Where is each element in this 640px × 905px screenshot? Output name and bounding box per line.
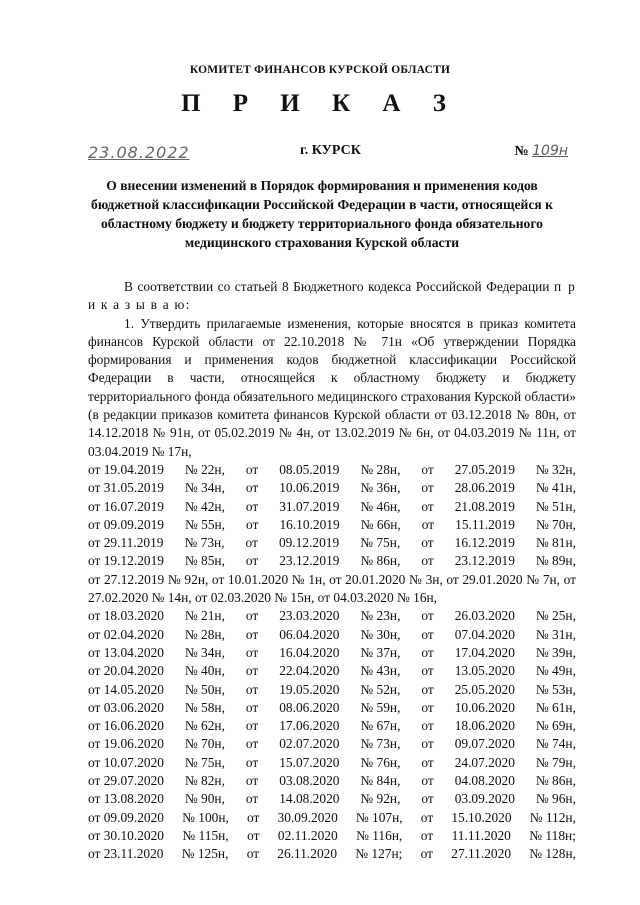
order-cell: № 34н, — [184, 480, 225, 496]
order-cell: от — [421, 498, 434, 514]
order-cell: 26.11.2020 — [277, 846, 338, 862]
order-cell: № 86н, — [360, 553, 401, 569]
order-cell: 02.11.2020 — [277, 827, 338, 843]
order-cell: от — [245, 699, 259, 715]
order-cell: от — [421, 608, 434, 624]
handwritten-date: 23.08.2022 — [88, 143, 190, 162]
order-cell: № 127н; — [355, 846, 403, 862]
order-cell: № 40н, — [184, 663, 225, 679]
orders-list-1 — [88, 461, 576, 571]
order-cell: 04.08.2020 — [454, 773, 515, 789]
orders-mid-text: от 27.12.2019 № 92н, от 10.01.2020 № 1н, от 20.01.2020 № 3н, от 29.01.2020 № 7н, от 27.02.2020 № 14н, от 02.03.2020 № 15н, от 04.03.2020 № 16н, — [88, 571, 576, 606]
order-cell: от — [245, 608, 259, 624]
order-cell: № 49н, — [535, 663, 576, 679]
order-cell: № 116н, — [356, 827, 403, 843]
order-row — [88, 809, 576, 827]
order-cell: 02.07.2020 — [279, 736, 340, 752]
order-cell: № 37н, — [360, 644, 401, 660]
order-cell: № 89н, — [535, 553, 576, 569]
order-cell: № 125н, — [181, 846, 229, 862]
order-cell: № 96н, — [535, 791, 576, 807]
order-cell: от — [245, 663, 259, 679]
order-row — [88, 461, 576, 479]
order-cell: № 84н, — [360, 773, 401, 789]
orders-list-2 — [88, 607, 576, 863]
order-cell: № 69н, — [535, 718, 576, 734]
order-cell: № 74н, — [535, 736, 576, 752]
order-cell: от 16.07.2019 — [88, 498, 164, 514]
order-cell: от — [245, 498, 259, 514]
order-row — [88, 662, 576, 680]
order-cell: от 18.03.2020 — [88, 608, 164, 624]
order-cell: № 90н, — [184, 791, 225, 807]
order-cell: от — [421, 736, 434, 752]
order-cell: 27.05.2019 — [454, 461, 515, 477]
order-cell: от — [245, 644, 259, 660]
order-cell: № 73н, — [184, 535, 225, 551]
order-cell: от — [421, 663, 434, 679]
order-cell: от — [420, 809, 434, 825]
order-row — [88, 717, 576, 735]
order-cell: № 70н, — [535, 516, 576, 532]
order-cell: 10.06.2019 — [279, 480, 340, 496]
order-cell: № 50н, — [184, 681, 225, 697]
order-cell: № 36н, — [360, 480, 401, 496]
order-cell: 17.06.2020 — [279, 718, 340, 734]
order-cell: от — [245, 773, 259, 789]
order-cell: 18.06.2020 — [454, 718, 515, 734]
order-cell: 30.09.2020 — [277, 809, 338, 825]
order-cell: № 128н, — [529, 846, 576, 862]
order-cell: № 51н, — [535, 498, 576, 514]
order-cell: 08.06.2020 — [279, 699, 340, 715]
order-cell: № 118н; — [529, 827, 576, 843]
order-cell: № 62н, — [184, 718, 225, 734]
order-cell: от — [421, 718, 434, 734]
order-cell: 09.07.2020 — [454, 736, 515, 752]
order-cell: № 46н, — [360, 498, 401, 514]
order-cell: № 34н, — [184, 644, 225, 660]
order-cell: № 32н, — [535, 461, 576, 477]
document-meta — [88, 143, 568, 167]
document-number — [515, 143, 568, 160]
order-cell: 16.10.2019 — [279, 516, 340, 532]
order-cell: 23.12.2019 — [279, 553, 340, 569]
order-cell: № 61н, — [535, 699, 576, 715]
order-row — [88, 644, 576, 662]
order-row — [88, 534, 576, 552]
order-cell: 26.03.2020 — [454, 608, 515, 624]
order-cell: № 43н, — [360, 663, 401, 679]
order-cell: 09.12.2019 — [278, 535, 340, 551]
order-row — [88, 681, 576, 699]
order-cell: от — [421, 773, 434, 789]
order-cell: от 10.07.2020 — [88, 754, 164, 770]
order-cell: 16.04.2020 — [279, 644, 340, 660]
order-cell: 24.07.2020 — [454, 754, 515, 770]
item-1-paragraph: 1. Утвердить прилагаемые изменения, которые вносятся в приказ комитета финансов Курской области от 22.10.2018 № 71н «Об утверждении Порядка формирования и применения кодов бюджетной классификации Российской Федерации в части, относящейся к областному бюджету и бюджету территориального фонда обязательного медицинского страхования Курской области» (в редакции приказов комитета финансов Курской области от 03.12.2018 № 80н, от 14.12.2018 № 91н, от 05.02.2019 № 4н, от 13.02.2019 № 6н, от 04.03.2019 № 11н, от 03.04.2019 № 17н, — [88, 315, 576, 459]
order-cell: № 52н, — [360, 681, 401, 697]
number-prefix: № — [514, 144, 529, 159]
order-cell: № 100н, — [182, 809, 229, 825]
order-cell: от — [421, 461, 434, 477]
order-cell: от — [421, 626, 434, 642]
order-cell: 15.10.2020 — [451, 809, 512, 825]
order-cell: № 81н, — [535, 535, 576, 551]
order-cell: № 30н, — [360, 626, 401, 642]
order-cell: № 67н, — [360, 718, 401, 734]
order-cell: от 19.06.2020 — [88, 736, 164, 752]
order-cell: № 76н, — [360, 754, 401, 770]
order-cell: № 115н, — [182, 827, 229, 843]
order-cell: 16.12.2019 — [454, 535, 515, 551]
order-cell: от 16.06.2020 — [88, 718, 164, 734]
order-cell: от 29.11.2019 — [88, 535, 164, 551]
order-cell: от 09.09.2019 — [88, 516, 164, 532]
order-cell: от — [245, 736, 259, 752]
order-cell: от — [421, 553, 434, 569]
order-cell: № 28н, — [360, 461, 401, 477]
order-cell: от — [421, 681, 434, 697]
order-cell: 28.06.2019 — [454, 480, 515, 496]
order-cell: № 70н, — [184, 736, 225, 752]
order-cell: от — [421, 699, 434, 715]
order-cell: 03.09.2020 — [454, 791, 515, 807]
order-cell: № 66н, — [360, 516, 401, 532]
order-cell: от — [421, 516, 435, 532]
order-cell: от 20.04.2020 — [88, 663, 164, 679]
order-cell: 21.08.2019 — [454, 498, 515, 514]
order-cell: от — [247, 827, 260, 843]
document-body — [88, 278, 576, 864]
order-cell: № 58н, — [184, 699, 225, 715]
order-cell: 15.11.2019 — [455, 516, 515, 532]
order-cell: от — [420, 846, 434, 862]
order-cell: от — [420, 827, 434, 843]
order-cell: № 28н, — [184, 626, 225, 642]
order-cell: № 75н, — [184, 754, 225, 770]
order-cell: № 21н, — [184, 608, 225, 624]
order-cell: от — [421, 754, 434, 770]
order-row — [88, 626, 576, 644]
order-cell: от — [245, 718, 259, 734]
order-cell: № 79н, — [535, 754, 576, 770]
order-cell: № 41н, — [535, 480, 576, 496]
order-cell: от — [245, 791, 259, 807]
order-cell: № 85н, — [184, 553, 225, 569]
order-cell: от — [245, 535, 258, 551]
order-cell: от — [245, 626, 259, 642]
order-cell: от 02.04.2020 — [88, 626, 164, 642]
order-row — [88, 498, 576, 516]
order-cell: № 22н, — [184, 461, 225, 477]
handwritten-number: 109н — [532, 143, 568, 159]
order-row — [88, 845, 576, 863]
order-cell: от 29.07.2020 — [88, 773, 164, 789]
basis-paragraph — [88, 278, 576, 315]
order-cell: от 19.12.2019 — [88, 553, 164, 569]
order-cell: 23.03.2020 — [279, 608, 340, 624]
order-row — [88, 790, 576, 808]
order-row — [88, 552, 576, 570]
order-cell: от — [245, 553, 259, 569]
order-cell: 07.04.2020 — [454, 626, 515, 642]
order-cell: 11.11.2020 — [451, 827, 511, 843]
order-cell: 03.08.2020 — [279, 773, 340, 789]
order-cell: от 03.06.2020 — [88, 699, 164, 715]
order-cell: № 55н, — [185, 516, 226, 532]
order-cell: № 75н, — [360, 535, 401, 551]
order-cell: 08.05.2019 — [279, 461, 340, 477]
order-cell: № 25н, — [535, 608, 576, 624]
order-cell: от 13.04.2020 — [88, 644, 164, 660]
order-cell: 10.06.2020 — [454, 699, 515, 715]
order-cell: 19.05.2020 — [279, 681, 340, 697]
order-cell: от — [245, 480, 259, 496]
order-cell: № 59н, — [360, 699, 401, 715]
order-cell: от 23.11.2020 — [88, 846, 164, 862]
order-row — [88, 735, 576, 753]
order-row — [88, 827, 576, 845]
order-cell: 27.11.2020 — [451, 846, 512, 862]
order-row — [88, 699, 576, 717]
city: г. КУРСК — [300, 143, 361, 158]
order-cell: 15.07.2020 — [279, 754, 340, 770]
organization-header: КОМИТЕТ ФИНАНСОВ КУРСКОЙ ОБЛАСТИ — [189, 64, 451, 76]
order-cell: от — [246, 516, 259, 532]
order-cell: № 112н, — [529, 809, 576, 825]
order-cell: № 107н, — [355, 809, 403, 825]
order-cell: № 92н, — [360, 791, 401, 807]
order-cell: № 39н, — [535, 644, 576, 660]
order-cell: 17.04.2020 — [454, 644, 515, 660]
order-cell: от — [421, 644, 434, 660]
order-cell: 31.07.2019 — [279, 498, 340, 514]
order-cell: от — [421, 535, 434, 551]
order-cell: от 13.08.2020 — [88, 791, 164, 807]
order-cell: 23.12.2019 — [454, 553, 515, 569]
order-cell: от — [421, 791, 434, 807]
order-cell: от 19.04.2019 — [88, 461, 164, 477]
order-cell: от 30.10.2020 — [88, 827, 164, 843]
order-cell: 06.04.2020 — [279, 626, 340, 642]
order-cell: № 86н, — [535, 773, 576, 789]
order-cell: № 23н, — [360, 608, 401, 624]
order-cell: от — [245, 754, 259, 770]
order-cell: 14.08.2020 — [279, 791, 340, 807]
order-row — [88, 479, 576, 497]
document-title: П Р И К А З — [181, 90, 459, 117]
order-row — [88, 754, 576, 772]
order-cell: № 73н, — [360, 736, 401, 752]
order-cell: от 09.09.2020 — [88, 809, 164, 825]
order-cell: от — [246, 846, 260, 862]
order-cell: 22.04.2020 — [279, 663, 340, 679]
order-cell: от 31.05.2019 — [88, 480, 164, 496]
order-row — [88, 772, 576, 790]
order-cell: 25.05.2020 — [454, 681, 515, 697]
basis-text: В соответствии со статьей 8 Бюджетного кодекса Российской Федерации — [124, 279, 550, 294]
order-cell: от — [421, 480, 434, 496]
order-cell: от — [247, 809, 260, 825]
document-subject: О внесении изменений в Порядок формирования и применения кодов бюджетной классификации Российской Федерации в части, относящейся к областному бюджету и бюджету территориального фонда обязательного медицинского страхования Курской области — [91, 178, 553, 250]
order-cell: № 82н, — [184, 773, 225, 789]
order-cell: № 42н, — [184, 498, 225, 514]
order-cell: от — [245, 681, 259, 697]
order-word: п р и к а з ы в а ю: — [88, 279, 576, 313]
order-cell: № 53н, — [535, 681, 576, 697]
order-cell: 13.05.2020 — [454, 663, 515, 679]
order-cell: № 31н, — [535, 626, 576, 642]
order-cell: от 14.05.2020 — [88, 681, 164, 697]
order-cell: от — [245, 461, 259, 477]
order-row — [88, 607, 576, 625]
order-row — [88, 516, 576, 534]
